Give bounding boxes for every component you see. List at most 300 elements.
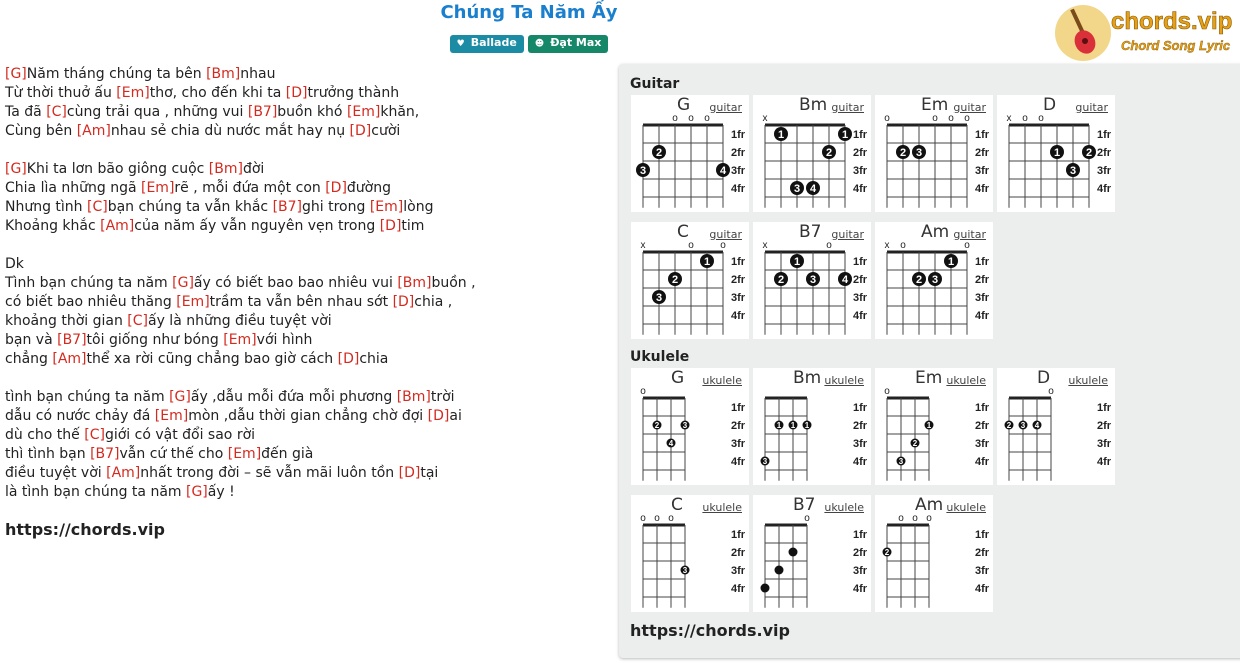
finger-number: 2 [1085, 147, 1093, 159]
chord-card-guitar[interactable] [875, 222, 993, 339]
fret-label: 4fr [731, 456, 746, 468]
lyric-text: ai [449, 408, 462, 424]
muted-string-marker: x [884, 240, 890, 251]
chord-card-guitar[interactable] [753, 95, 871, 212]
fret-label: 2fr [975, 420, 990, 432]
fret-label: 1fr [975, 402, 990, 414]
chord-name: B7 [799, 222, 822, 242]
fret-label: 4fr [975, 310, 990, 322]
fret-label: 2fr [975, 547, 990, 559]
chord-marker[interactable]: [Am] [106, 465, 141, 481]
lyric-line [5, 483, 605, 502]
open-string-marker: o [720, 240, 726, 251]
instrument-link[interactable]: ukulele [702, 374, 742, 387]
finger-number: 2 [915, 274, 923, 286]
chord-name: Am [921, 222, 950, 242]
chord-marker[interactable]: [Bm] [208, 161, 243, 177]
fret-label: 4fr [853, 456, 868, 468]
guitar-icon [1055, 5, 1111, 61]
fret-label: 2fr [853, 147, 868, 159]
fret-label: 1fr [731, 529, 746, 541]
lyric-text: cười [371, 123, 401, 139]
lyric-line [5, 84, 605, 103]
finger-number: 2 [825, 147, 833, 159]
fret-label: 1fr [853, 402, 868, 414]
lyric-text: là tình bạn chúng ta năm [5, 484, 186, 500]
chord-marker[interactable]: [Em] [176, 294, 210, 310]
open-string-marker: o [640, 386, 646, 397]
chord-card-ukulele[interactable] [753, 495, 871, 612]
lyric-text: Dk [5, 256, 24, 272]
chord-marker[interactable]: [B7] [247, 104, 278, 120]
lyric-text: Khi ta lơn bão giông cuộc [26, 161, 209, 177]
fret-label: 1fr [975, 256, 990, 268]
chord-diagram [753, 222, 871, 339]
finger-number: 3 [762, 457, 768, 466]
site-logo[interactable] [1054, 3, 1236, 63]
finger-number: 3 [915, 147, 923, 159]
instrument-link[interactable]: guitar [831, 101, 864, 114]
fret-label: 2fr [853, 274, 868, 286]
fret-label: 1fr [731, 256, 746, 268]
chord-marker[interactable]: [D] [379, 218, 402, 234]
finger-number: 3 [682, 421, 688, 430]
lyric-text: bạn chúng ta vẫn khắc [107, 199, 273, 215]
fret-label: 3fr [975, 438, 990, 450]
fret-label: 1fr [975, 529, 990, 541]
chord-diagram [753, 495, 871, 612]
lyric-text: khăn, [380, 104, 420, 120]
lyric-text: chia , [414, 294, 453, 310]
open-string-marker: o [932, 113, 938, 124]
lyric-text: Khoảng khắc [5, 218, 101, 234]
lyrics-sheet [5, 65, 605, 502]
instrument-link[interactable]: guitar [1075, 101, 1108, 114]
chord-diagram [631, 222, 749, 339]
chord-name: C [677, 222, 689, 242]
chord-marker[interactable]: [B7] [57, 332, 87, 348]
fret-label: 1fr [1097, 129, 1112, 141]
chord-name: G [671, 368, 685, 388]
finger-number: 4 [668, 439, 674, 448]
finger-number: 1 [790, 421, 796, 430]
open-string-marker: o [704, 113, 710, 124]
panel-footer-link[interactable]: https://chords.vip [630, 621, 790, 640]
lyric-text: Chia lìa những ngã [5, 180, 141, 196]
chord-card-ukulele[interactable] [875, 368, 993, 485]
fret-label: 3fr [731, 565, 746, 577]
finger-number: 2 [655, 147, 663, 159]
finger-number: 4 [841, 274, 849, 286]
lyric-line [5, 160, 605, 179]
chord-marker[interactable]: [C] [127, 313, 148, 329]
lyric-line [5, 350, 605, 369]
chord-diagram [631, 368, 749, 485]
chord-marker[interactable]: [G] [169, 389, 191, 405]
fret-label: 2fr [731, 547, 746, 559]
finger-number: 1 [776, 421, 782, 430]
fret-label: 1fr [731, 129, 746, 141]
chord-diagram [875, 95, 993, 212]
song-tags [0, 35, 1058, 53]
fret-label: 3fr [731, 165, 746, 177]
heart-music-icon: ♥ [456, 39, 465, 49]
lyric-text: vẫn cứ thế cho [119, 446, 228, 462]
chord-marker[interactable]: [C] [46, 104, 67, 120]
open-string-marker: o [668, 513, 674, 524]
finger-number: 3 [655, 292, 663, 304]
lyric-text: tình bạn chúng ta năm [5, 389, 170, 405]
lyric-line [5, 141, 605, 160]
finger-number: 2 [654, 421, 660, 430]
chord-name: B7 [793, 495, 816, 515]
lyric-text: lòng [403, 199, 434, 215]
logo-brand: chords.vip [1111, 8, 1233, 35]
chord-card-ukulele[interactable] [753, 368, 871, 485]
fret-label: 1fr [1097, 402, 1112, 414]
fret-label: 4fr [731, 583, 746, 595]
lyric-text: ấy là những điều tuyệt vời [147, 313, 332, 329]
chord-name: D [1037, 368, 1051, 388]
lyric-text: khoảng thời gian [5, 313, 128, 329]
fret-label: 2fr [853, 547, 868, 559]
lyric-text: đời [242, 161, 265, 177]
fret-label: 2fr [975, 147, 990, 159]
chord-card-ukulele[interactable] [631, 368, 749, 485]
muted-string-marker: x [762, 113, 768, 124]
finger-number: 2 [899, 147, 907, 159]
open-string-marker: o [826, 240, 832, 251]
artist-tag-label: Đạt Max [550, 36, 602, 49]
lyric-line [5, 388, 605, 407]
chord-marker[interactable]: [Am] [100, 218, 135, 234]
chord-marker[interactable]: [Em] [223, 332, 257, 348]
chord-marker[interactable]: [Em] [227, 446, 262, 462]
finger-dot [775, 566, 784, 575]
chord-card-ukulele[interactable] [875, 495, 993, 612]
chord-diagram [631, 495, 749, 612]
finger-number: 2 [671, 274, 679, 286]
finger-number: 3 [898, 457, 904, 466]
fret-label: 2fr [731, 147, 746, 159]
lyric-line [5, 369, 605, 388]
instrument-link[interactable]: ukulele [824, 501, 864, 514]
open-string-marker: o [912, 513, 918, 524]
fret-label: 1fr [975, 129, 990, 141]
finger-number: 3 [1020, 421, 1026, 430]
muted-string-marker: x [640, 240, 646, 251]
genre-tag-label: Ballade [470, 36, 517, 49]
lyric-text: điều tuyệt vời [5, 465, 107, 481]
lyric-text: Cùng bên [5, 123, 77, 139]
fret-label: 1fr [853, 129, 868, 141]
chord-name: G [677, 95, 691, 115]
open-string-marker: o [804, 513, 810, 524]
fret-label: 3fr [853, 438, 868, 450]
lyric-text: Năm tháng chúng ta bên [26, 66, 207, 82]
lyric-text: tim [401, 218, 425, 234]
finger-number: 3 [682, 566, 688, 575]
lyric-text: đến già [261, 446, 314, 462]
fret-label: 3fr [731, 438, 746, 450]
muted-string-marker: x [762, 240, 768, 251]
fret-label: 1fr [853, 529, 868, 541]
lyric-text: thơ, cho đến khi ta [149, 85, 286, 101]
chord-name: C [671, 495, 683, 515]
finger-number: 1 [841, 129, 849, 141]
finger-number: 4 [719, 165, 727, 177]
guitar-section-title: Guitar [630, 76, 680, 92]
footer-link[interactable]: https://chords.vip [5, 520, 165, 539]
song-title: Chúng Ta Năm Ấy [440, 2, 618, 23]
chord-diagram [997, 95, 1115, 212]
fret-label: 4fr [853, 310, 868, 322]
fret-label: 3fr [1097, 438, 1112, 450]
fret-label: 4fr [975, 183, 990, 195]
lyric-text: nhau [240, 66, 276, 82]
lyric-line [5, 103, 605, 122]
lyric-text: Từ thời thuở ấu [5, 85, 117, 101]
chord-marker[interactable]: [C] [87, 199, 108, 215]
chord-diagram [631, 95, 749, 212]
logo-tagline: Chord Song Lyric [1121, 38, 1231, 53]
lyric-text: dù cho thế [5, 427, 85, 443]
lyric-text: ấy ,dẫu mỗi đứa mỗi phương [190, 389, 397, 405]
lyric-line [5, 445, 605, 464]
chord-marker[interactable]: [Em] [141, 180, 175, 196]
chord-diagram [875, 222, 993, 339]
fret-label: 4fr [731, 310, 746, 322]
finger-number: 2 [884, 548, 890, 557]
instrument-link[interactable]: ukulele [946, 501, 986, 514]
fret-label: 3fr [975, 165, 990, 177]
lyric-line [5, 255, 605, 274]
fret-label: 2fr [1097, 420, 1112, 432]
chord-card-guitar[interactable] [753, 222, 871, 339]
chord-diagram [753, 95, 871, 212]
instrument-link[interactable]: guitar [709, 228, 742, 241]
lyric-line [5, 293, 605, 312]
open-string-marker: o [926, 513, 932, 524]
open-string-marker: o [900, 240, 906, 251]
chord-name: Bm [793, 368, 822, 388]
fret-label: 2fr [731, 420, 746, 432]
finger-number: 3 [793, 183, 801, 195]
finger-number: 2 [777, 274, 785, 286]
lyric-text: buồn khó [277, 104, 347, 120]
open-string-marker: o [948, 113, 954, 124]
chord-marker[interactable]: [C] [84, 427, 105, 443]
chord-diagram [997, 368, 1115, 485]
finger-number: 1 [793, 256, 801, 268]
open-string-marker: o [884, 113, 890, 124]
genre-tag[interactable] [450, 35, 524, 53]
lyric-line [5, 426, 605, 445]
lyric-text: trưởng thành [307, 85, 400, 101]
lyric-line [5, 407, 605, 426]
chord-marker[interactable]: [G] [186, 484, 208, 500]
fret-label: 4fr [975, 456, 990, 468]
chord-marker[interactable]: [G] [5, 66, 27, 82]
finger-number: 1 [947, 256, 955, 268]
chord-marker[interactable]: [Em] [154, 408, 189, 424]
lyric-text: Tình bạn chúng ta năm [5, 275, 173, 291]
lyric-text: của năm ấy vẫn nguyên vẹn trong [134, 218, 380, 234]
chord-marker[interactable]: [Bm] [206, 66, 241, 82]
lyric-text: dẫu có nước chảy đá [5, 408, 155, 424]
finger-number: 1 [804, 421, 810, 430]
chord-name: Em [915, 368, 943, 388]
fret-label: 3fr [731, 292, 746, 304]
chord-name: D [1043, 95, 1057, 115]
open-string-marker: o [964, 240, 970, 251]
lyric-line [5, 274, 605, 293]
open-string-marker: o [1048, 386, 1054, 397]
lyric-text: chia [359, 351, 389, 367]
instrument-link[interactable]: guitar [831, 228, 864, 241]
lyric-line [5, 217, 605, 236]
lyric-text: chẳng [5, 351, 53, 367]
fret-label: 3fr [975, 565, 990, 577]
lyric-text: nhau sẻ chia dù nước mắt hay nụ [110, 123, 350, 139]
lyric-text: thì tình bạn [5, 446, 91, 462]
chord-marker[interactable]: [D] [392, 294, 415, 310]
lyric-text: ghi trong [302, 199, 370, 215]
artist-tag[interactable] [528, 35, 609, 53]
instrument-link[interactable]: guitar [953, 101, 986, 114]
open-string-marker: o [640, 513, 646, 524]
fret-label: 3fr [853, 565, 868, 577]
chord-name: Am [915, 495, 944, 515]
chord-marker[interactable]: [G] [5, 161, 27, 177]
chord-card-guitar[interactable] [997, 95, 1115, 212]
chord-card-guitar[interactable] [631, 222, 749, 339]
finger-number: 2 [912, 439, 918, 448]
lyric-text: với hình [256, 332, 313, 348]
lyric-line [5, 198, 605, 217]
lyric-line [5, 312, 605, 331]
lyric-text: trầm ta vẫn bên nhau sớt [209, 294, 393, 310]
instrument-link[interactable]: ukulele [824, 374, 864, 387]
open-string-marker: o [884, 386, 890, 397]
chord-marker[interactable]: [Am] [76, 123, 111, 139]
chord-marker[interactable]: [D] [285, 85, 308, 101]
instrument-link[interactable]: ukulele [702, 501, 742, 514]
fret-label: 4fr [975, 583, 990, 595]
chord-marker[interactable]: [Em] [346, 104, 381, 120]
lyric-line [5, 331, 605, 350]
fret-label: 3fr [853, 165, 868, 177]
chord-marker[interactable]: [Am] [52, 351, 87, 367]
instrument-link[interactable]: ukulele [946, 374, 986, 387]
lyric-line [5, 179, 605, 198]
open-string-marker: o [1022, 113, 1028, 124]
chord-marker[interactable]: [D] [427, 408, 450, 424]
chord-marker[interactable]: [B7] [90, 446, 120, 462]
open-string-marker: o [688, 240, 694, 251]
fret-label: 2fr [853, 420, 868, 432]
chord-marker[interactable]: [D] [398, 465, 421, 481]
open-string-marker: o [654, 513, 660, 524]
finger-number: 1 [926, 421, 932, 430]
fret-label: 4fr [731, 183, 746, 195]
chord-card-guitar[interactable] [631, 95, 749, 212]
finger-number: 3 [639, 165, 647, 177]
fret-label: 4fr [853, 183, 868, 195]
finger-number: 2 [1006, 421, 1012, 430]
fret-label: 1fr [853, 256, 868, 268]
open-string-marker: o [672, 113, 678, 124]
chord-marker[interactable]: [Em] [369, 199, 404, 215]
lyric-text: bạn và [5, 332, 58, 348]
chord-diagram-panel [619, 64, 1240, 658]
lyric-text: đường [346, 180, 392, 196]
chord-card-guitar[interactable] [875, 95, 993, 212]
open-string-marker: o [1038, 113, 1044, 124]
lyric-line [5, 122, 605, 141]
chord-marker[interactable]: [D] [349, 123, 372, 139]
person-icon: ☻ [534, 39, 545, 49]
chord-marker[interactable]: [Bm] [397, 275, 432, 291]
finger-number: 1 [1053, 147, 1061, 159]
fret-label: 4fr [1097, 456, 1112, 468]
chord-diagram [753, 368, 871, 485]
muted-string-marker: x [1006, 113, 1012, 124]
lyric-text: Ta đã [5, 104, 47, 120]
lyric-text: buồn , [431, 275, 476, 291]
instrument-link[interactable]: ukulele [1068, 374, 1108, 387]
chord-diagram [875, 495, 993, 612]
fret-label: 2fr [731, 274, 746, 286]
chord-card-ukulele[interactable] [997, 368, 1115, 485]
chord-marker[interactable]: [D] [337, 351, 360, 367]
finger-number: 1 [703, 256, 711, 268]
open-string-marker: o [688, 113, 694, 124]
finger-number: 3 [1069, 165, 1077, 177]
chord-marker[interactable]: [G] [172, 275, 194, 291]
finger-dot [789, 548, 798, 557]
fret-label: 1fr [731, 402, 746, 414]
lyric-text: ấy ! [207, 484, 235, 500]
finger-dot [761, 584, 770, 593]
lyric-text: giới có vật đổi sao rời [104, 427, 256, 443]
lyric-text: mòn ,dẫu thời gian chẳng chờ đợi [188, 408, 428, 424]
chord-name: Em [921, 95, 949, 115]
fret-label: 3fr [853, 292, 868, 304]
lyric-text: trời [430, 389, 455, 405]
ukulele-section-title: Ukulele [630, 349, 690, 365]
finger-number: 4 [1034, 421, 1040, 430]
fret-label: 4fr [1097, 183, 1112, 195]
fret-label: 2fr [975, 274, 990, 286]
lyric-line [5, 464, 605, 483]
finger-number: 4 [809, 183, 817, 195]
lyric-text: tại [420, 465, 439, 481]
lyric-text: tôi giống như bóng [86, 332, 224, 348]
lyric-text: thể xa rời cũng chẳng bao giờ cách [86, 351, 338, 367]
chord-marker[interactable]: [B7] [272, 199, 303, 215]
lyric-text: có biết bao nhiêu thăng [5, 294, 177, 310]
chord-marker[interactable]: [D] [325, 180, 347, 196]
instrument-link[interactable]: guitar [953, 228, 986, 241]
fret-label: 3fr [1097, 165, 1112, 177]
instrument-link[interactable]: guitar [709, 101, 742, 114]
chord-marker[interactable]: [Em] [116, 85, 150, 101]
chord-name: Bm [799, 95, 828, 115]
chord-marker[interactable]: [Bm] [396, 389, 431, 405]
chord-card-ukulele[interactable] [631, 495, 749, 612]
lyric-text: ấy có biết bao bao nhiêu vui [193, 275, 398, 291]
